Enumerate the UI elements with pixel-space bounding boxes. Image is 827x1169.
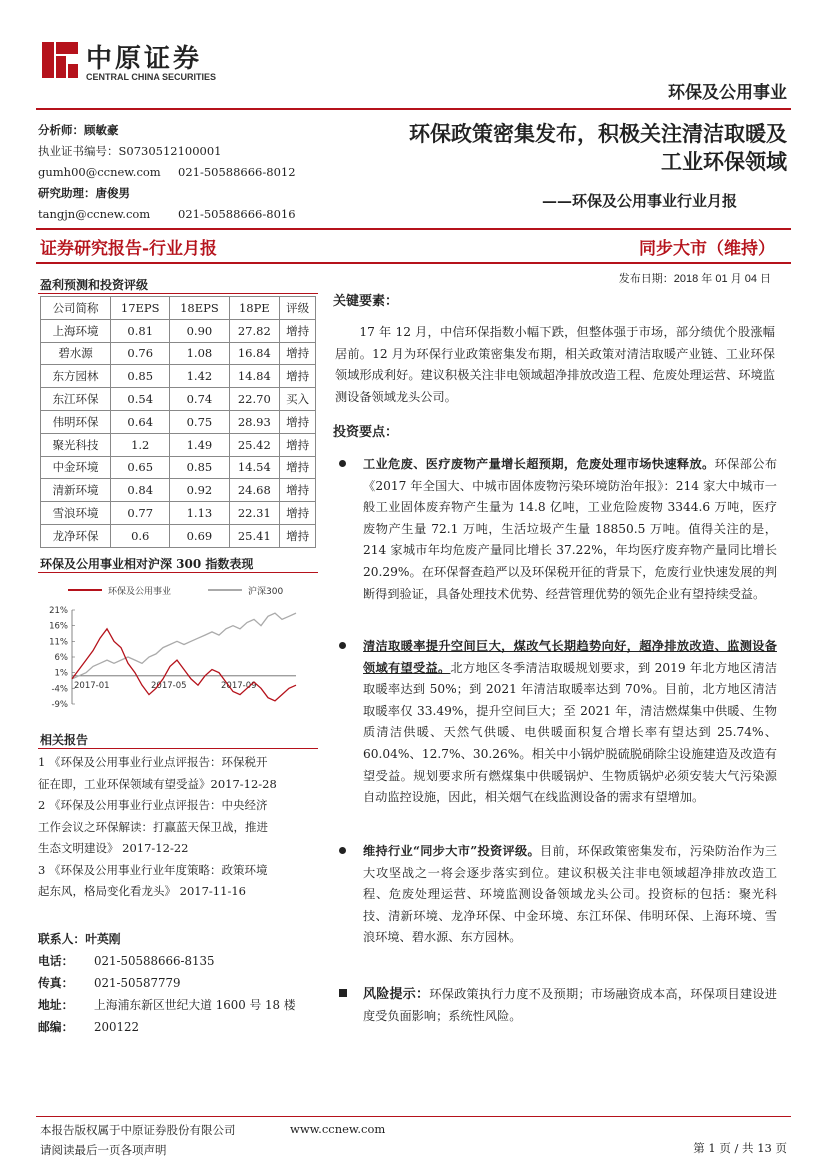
bullet-text: 环保政策执行力度不及预期；市场融资成本高，环保项目建设进度受负面影响；系统性风险。 <box>363 987 777 1023</box>
table-cell: 雪浪环境 <box>41 502 111 525</box>
col-header: 公司简称 <box>41 297 111 320</box>
table-cell: 1.42 <box>170 365 229 388</box>
addr-label: 地址： <box>38 998 74 1012</box>
table-cell: 24.68 <box>229 479 280 502</box>
addr-value: 上海浦东新区世纪大道 1600 号 18 楼 <box>94 998 296 1012</box>
table-cell: 0.54 <box>111 388 170 411</box>
table-cell: 1.49 <box>170 433 229 456</box>
tel-value: 021-50588666-8135 <box>94 954 215 968</box>
table-cell: 0.74 <box>170 388 229 411</box>
related-title-rule <box>38 748 318 749</box>
assistant-phone: 021-50588666-8016 <box>178 207 296 221</box>
contact-person: 叶英刚 <box>85 932 121 946</box>
table-cell: 0.90 <box>170 319 229 342</box>
y-tick-label: 21% <box>49 606 68 616</box>
bullet-text: 目前，环保政策密集发布，污染防治作为三大攻坚战之一将会逐步落实到位。建议积极关注非电领域超净排放改造工程、危废处理运营、环境监测设备领域龙头公司。投资标的包括：聚光科技、清新环境、龙净环保、中金环境、东江环保、伟明环保、上海环境、雪浪环境、碧水源、东方园林。 <box>363 844 777 945</box>
analyst-block <box>38 120 318 225</box>
related-item[interactable] <box>38 860 318 903</box>
table-row <box>41 365 316 388</box>
table-cell: 25.42 <box>229 433 280 456</box>
y-tick-label: -9% <box>51 700 68 710</box>
related-item-line: 1 《环保及公用事业行业点评报告：环保税开 <box>38 755 268 769</box>
risk-bullet-square <box>339 989 347 997</box>
table-row <box>41 319 316 342</box>
table-header-row <box>41 297 316 320</box>
col-header: 18PE <box>229 297 280 320</box>
publish-date-value: 2018 年 01 月 04 日 <box>673 273 771 285</box>
assistant-email[interactable]: tangjn@ccnew.com <box>38 207 151 221</box>
table-cell: 中金环境 <box>41 456 111 479</box>
table-cell: 25.41 <box>229 524 280 547</box>
table-cell: 买入 <box>280 388 316 411</box>
analyst-phone: 021-50588666-8012 <box>178 165 296 179</box>
table-cell: 清新环境 <box>41 479 111 502</box>
earnings-title-rule <box>38 293 318 294</box>
bullet-heading: 维持行业“同步大市”投资评级。 <box>363 844 540 858</box>
logo-en-text: CENTRAL CHINA SECURITIES <box>86 72 217 82</box>
footer-disclaimer: 请阅读最后一页各项声明 <box>40 1143 167 1157</box>
col-header: 17EPS <box>111 297 170 320</box>
industry-rating: 同步大市（维持） <box>639 239 775 259</box>
table-cell: 1.13 <box>170 502 229 525</box>
table-cell: 22.31 <box>229 502 280 525</box>
x-tick-label: 2017-01 <box>74 680 110 691</box>
related-item-line: 3 《环保及公用事业行业年度策略：政策环境 <box>38 862 268 877</box>
table-cell: 0.81 <box>111 319 170 342</box>
legend-label: 沪深300 <box>248 587 284 597</box>
invest-title: 投资要点： <box>333 425 399 440</box>
bullet-heading: 风险提示： <box>363 987 430 1002</box>
contact-person-label: 联系人： <box>38 932 86 946</box>
table-cell: 上海环境 <box>41 319 111 342</box>
header-rule <box>36 108 791 110</box>
analyst-label: 分析师： <box>38 123 84 137</box>
table-cell: 28.93 <box>229 410 280 433</box>
table-cell: 1.08 <box>170 342 229 365</box>
bullet-text: 环保部公布《2017 年全国大、中城市固体废物污染环境防治年报》：214 家大中城市一般工业固体废弃物产生量为 14.8 亿吨，工业危险废物 3344.6 万吨，医疗废物产生量 72.1 万吨，生活垃圾产生量 18850.5 万吨。值得关注的是，214 家城市年均危废产量同比增长 37.22%，年均医疗废弃物产量同比增长 20.29%。在环保督查趋严以及环保税开征的背景下，危废行业快速发展的判断得到验证，具备处理技术优势、经营管理优势的领先企业有望持续受益。 <box>363 457 778 601</box>
table-row <box>41 433 316 456</box>
table-cell: 龙净环保 <box>41 524 111 547</box>
table-row <box>41 524 316 547</box>
assistant-label: 研究助理： <box>38 186 96 200</box>
publish-date <box>619 270 771 286</box>
bullet-heading: 清洁取暖率提升空间巨大，煤改气长期趋势向好，超净排放改造、监测设备领域有望受益。 <box>363 639 777 675</box>
earnings-title: 盈利预测和投资评级 <box>40 278 149 292</box>
report-subtitle: ——环保及公用事业行业月报 <box>541 192 737 210</box>
performance-chart <box>38 578 318 713</box>
related-item-line: 征在即，工业环保领域有望受益》2017-12-28 <box>38 776 277 791</box>
contact-block <box>38 928 318 1038</box>
table-cell: 增持 <box>280 319 316 342</box>
table-cell: 0.76 <box>111 342 170 365</box>
table-cell: 增持 <box>280 479 316 502</box>
related-item-line: 工作会议之环保解读：打赢蓝天保卫战，推进 <box>38 819 268 834</box>
table-cell: 0.92 <box>170 479 229 502</box>
analyst-email[interactable]: gumh00@ccnew.com <box>38 165 161 179</box>
table-cell: 0.77 <box>111 502 170 525</box>
table-cell: 0.65 <box>111 456 170 479</box>
zip-label: 邮编： <box>38 1020 74 1034</box>
bullet-body <box>363 454 777 605</box>
report-title-line2: 工业环保领域 <box>661 149 787 174</box>
footer-url[interactable]: www.ccnew.com <box>290 1122 386 1136</box>
table-row <box>41 502 316 525</box>
table-cell: 0.64 <box>111 410 170 433</box>
report-title-line1: 环保政策密集发布，积极关注清洁取暖及 <box>409 121 787 146</box>
x-tick-label: 2017-05 <box>151 680 187 691</box>
table-cell: 增持 <box>280 342 316 365</box>
analyst-name: 顾敏豪 <box>84 123 119 137</box>
logo-cn-text: 中原证券 <box>86 44 203 74</box>
zip-value: 200122 <box>94 1020 140 1034</box>
sector-label: 环保及公用事业 <box>668 83 787 103</box>
table-cell: 聚光科技 <box>41 433 111 456</box>
x-tick-label: 2017-09 <box>221 680 257 691</box>
related-title: 相关报告 <box>40 733 89 747</box>
key-text: 17 年 12 月，中信环保指数小幅下跌，但整体强于市场，部分绩优个股涨幅居前。12 月为环保行业政策密集发布期，相关政策对清洁取暖产业链、工业环保领域形成利好。建议积极关注非电领域超净排放改造工程、危废处理运营、环境监测设备领域龙头公司。 <box>335 325 775 404</box>
y-tick-label: 11% <box>49 637 68 648</box>
table-cell: 碧水源 <box>41 342 111 365</box>
perf-chart-title: 环保及公用事业相对沪深 300 指数表现 <box>40 557 254 571</box>
table-cell: 0.6 <box>111 524 170 547</box>
report-type: 证券研究报告-行业月报 <box>40 239 218 259</box>
publish-label: 发布日期： <box>618 273 674 285</box>
related-reports <box>38 752 318 903</box>
table-cell: 东江环保 <box>41 388 111 411</box>
table-cell: 增持 <box>280 502 316 525</box>
col-header: 18EPS <box>170 297 229 320</box>
table-cell: 0.85 <box>170 456 229 479</box>
bullet-dot <box>339 642 346 649</box>
table-cell: 22.70 <box>229 388 280 411</box>
table-cell: 14.54 <box>229 456 280 479</box>
table-cell: 16.84 <box>229 342 280 365</box>
related-item[interactable] <box>38 795 318 860</box>
y-tick-label: 6% <box>54 653 68 663</box>
table-row <box>41 388 316 411</box>
table-row <box>41 410 316 433</box>
related-item-line: 2 《环保及公用事业行业点评报告：中央经济 <box>38 798 268 812</box>
table-row <box>41 456 316 479</box>
table-cell: 14.84 <box>229 365 280 388</box>
banner-top-rule <box>36 228 791 230</box>
perf-title-rule <box>38 572 318 573</box>
table-cell: 0.75 <box>170 410 229 433</box>
related-item[interactable] <box>38 752 318 795</box>
banner-bottom-rule <box>36 262 791 264</box>
table-cell: 增持 <box>280 456 316 479</box>
table-row <box>41 479 316 502</box>
table-cell: 27.82 <box>229 319 280 342</box>
key-paragraph <box>335 322 775 408</box>
y-tick-label: 16% <box>49 621 68 632</box>
table-cell: 伟明环保 <box>41 410 111 433</box>
table-cell: 0.85 <box>111 365 170 388</box>
table-row <box>41 342 316 365</box>
table-cell: 0.84 <box>111 479 170 502</box>
company-logo <box>40 40 80 80</box>
footer-copyright: 本报告版权属于中原证券股份有限公司 <box>40 1123 236 1137</box>
table-cell: 1.2 <box>111 433 170 456</box>
related-item-line: 起东风，格局变化看龙头》 2017-11-16 <box>38 884 246 898</box>
y-tick-label: -4% <box>51 684 68 695</box>
earnings-table <box>40 296 316 548</box>
col-header: 评级 <box>280 297 316 320</box>
table-cell: 增持 <box>280 433 316 456</box>
bullet-dot <box>339 847 346 854</box>
bullet-body <box>363 841 777 949</box>
legend-label: 环保及公用事业 <box>108 587 172 597</box>
assistant-name: 唐俊男 <box>95 186 130 200</box>
table-cell: 增持 <box>280 410 316 433</box>
key-title: 关键要素： <box>333 294 399 309</box>
bullet-body <box>363 984 777 1027</box>
bullet-dot <box>339 460 346 467</box>
cert-number: 执业证书编号：S0730512100001 <box>38 144 222 158</box>
fax-label: 传真： <box>38 976 74 990</box>
fax-value: 021-50587779 <box>94 976 181 990</box>
bullet-heading: 工业危废、医疗废物产量增长超预期，危废处理市场快速释放。 <box>363 457 715 471</box>
related-item-line: 生态文明建设》 2017-12-22 <box>38 841 189 855</box>
table-cell: 东方园林 <box>41 365 111 388</box>
bullet-body <box>363 636 777 809</box>
table-cell: 0.69 <box>170 524 229 547</box>
y-tick-label: 1% <box>54 668 68 679</box>
table-cell: 增持 <box>280 365 316 388</box>
footer-rule <box>36 1116 791 1117</box>
bullet-text: 北方地区冬季清洁取暖规划要求，到 2019 年北方地区清洁取暖率达到 50%；到 2021 年清洁取暖率达到 70%。目前，北方地区清洁取暖率仅 33.49%，提升空间巨大；至 2021 年，清洁燃煤集中供暖、生物质清洁供暖、天然气供暖、电供暖面积复合增长率有望达到 25.74%、60.04%、12.7%、30.26%。相关中小锅炉脱硫脱硝除尘设施建造及改造有望受益。规划要求所有燃煤集中供暖锅炉、生物质锅炉必须安装大气污染源自动监控设施，因此，相关烟气在线监测设备的需求有望增加。 <box>363 660 778 805</box>
table-cell: 增持 <box>280 524 316 547</box>
tel-label: 电话： <box>38 954 74 968</box>
page-number: 第 1 页 / 共 13 页 <box>693 1141 787 1155</box>
